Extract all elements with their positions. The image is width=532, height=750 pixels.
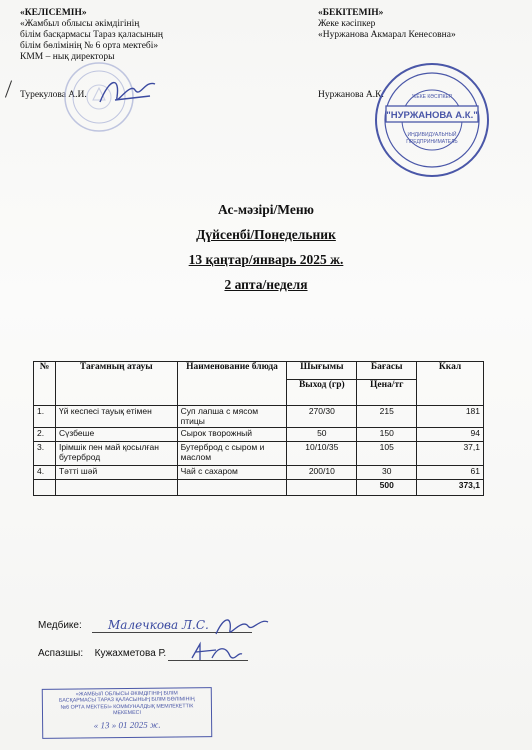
approval-left-block: [20, 8, 220, 63]
total-kcal: 373,1: [417, 480, 484, 496]
approval-left-line2: білім басқармасы Тараз қаласының: [20, 30, 163, 40]
cell-output: 50: [287, 428, 357, 442]
school-rectangular-stamp: [42, 687, 213, 739]
table-row: [34, 406, 484, 428]
col-header-kcal: Ккал: [417, 362, 484, 406]
approval-left-title: «КЕЛІСЕМІН»: [20, 8, 87, 18]
col-header-output-kz: Шығымы: [287, 362, 357, 380]
cell-output: 270/30: [287, 406, 357, 428]
approval-left-line3: білім бөлімінің № 6 орта мектебі»: [20, 41, 159, 51]
cell-kcal: 94: [417, 428, 484, 442]
rect-stamp-line2: БАСҚАРМАСЫ ТАРАЗ ҚАЛАСЫНЫҢ БІЛІМ БӨЛІМІНІҢ: [58, 696, 195, 705]
menu-title-block: [0, 197, 532, 297]
svg-text:ЖЕКЕ КӘСІПКЕР: ЖЕКЕ КӘСІПКЕР: [411, 94, 453, 100]
col-header-name-kz: Тағамның атауы: [55, 362, 177, 406]
cell-price: 215: [357, 406, 417, 428]
approval-left-line1: «Жамбыл облысы әкімдігінің: [20, 19, 140, 29]
table-row: [34, 442, 484, 466]
nurse-handwriting: Малечкова Л.С.: [108, 618, 209, 632]
cell-kcal: 181: [417, 406, 484, 428]
cell-no: 4.: [34, 466, 56, 480]
cook-block: [38, 648, 166, 659]
cell-kcal: 37,1: [417, 442, 484, 466]
approval-right-title: «БЕКІТЕМІН»: [318, 8, 384, 18]
cell-name-kz: Үй кеспесі тауық етімен: [55, 406, 177, 428]
cell-no: 1.: [34, 406, 56, 428]
rect-stamp-line3: №6 ОРТА МЕКТЕБІ» КОММУНАЛДЫҚ МЕМЛЕКЕТТІК: [60, 702, 194, 711]
col-header-no: №: [34, 362, 56, 406]
col-header-price-ru: Цена/тг: [357, 380, 417, 406]
rect-stamp-line1: «ЖАМБЫЛ ОБЛЫСЫ ӘКІМДІГІНІҢ БІЛІМ: [75, 690, 178, 698]
nurse-label: Медбике:: [38, 620, 82, 631]
table-total-row: [34, 480, 484, 496]
col-header-price-kz: Бағасы: [357, 362, 417, 380]
cell-name-kz: Ірімшік пен май қосылған бутерброд: [55, 442, 177, 466]
col-header-name-ru: Наименование блюда: [177, 362, 287, 406]
rect-stamp-line4: МЕКЕМЕСІ: [113, 709, 141, 717]
cook-signature: [186, 640, 246, 666]
director-signature: [95, 72, 165, 112]
cell-output: 10/10/35: [287, 442, 357, 466]
cell-output: 200/10: [287, 466, 357, 480]
table-row: [34, 428, 484, 442]
approval-left-signer-name: Турекулова А.И.: [20, 90, 87, 100]
cell-price: 30: [357, 466, 417, 480]
svg-text:ПРЕДПРИНИМАТЕЛЬ: ПРЕДПРИНИМАТЕЛЬ: [406, 139, 458, 145]
approval-right-signer-name: Нуржанова А.К.: [318, 90, 384, 100]
cell-no: 2.: [34, 428, 56, 442]
entrepreneur-round-stamp: [372, 60, 492, 180]
col-header-output-ru: Выход (гр): [287, 380, 357, 406]
menu-week: 2 апта/неделя: [224, 277, 308, 292]
menu-date: 13 қаңтар/январь 2025 ж.: [188, 252, 344, 267]
table-row: [34, 466, 484, 480]
cell-name-kz: Сүзбеше: [55, 428, 177, 442]
cell-name-ru: Сырок творожный: [177, 428, 287, 442]
cell-no: 3.: [34, 442, 56, 466]
approval-right-block: [318, 8, 518, 41]
nurse-signature: [212, 612, 272, 640]
total-price: 500: [357, 480, 417, 496]
rect-stamp-date: « 13 » 01 2025 ж.: [93, 719, 161, 731]
cell-name-ru: Бутерброд с сыром и маслом: [177, 442, 287, 466]
cell-name-ru: Суп лапша с мясом птицы: [177, 406, 287, 428]
cell-kcal: 61: [417, 466, 484, 480]
menu-title: Ас-мәзірі/Меню: [218, 202, 314, 217]
svg-text:ИНДИВИДУАЛЬНЫЙ: ИНДИВИДУАЛЬНЫЙ: [407, 132, 457, 138]
cook-name: Кужахметова Р.: [94, 648, 167, 659]
approval-left-line4: КММ – нық директоры: [20, 52, 115, 62]
cell-name-kz: Тәтті шәй: [55, 466, 177, 480]
approval-right-line2: «Нуржанова Акмарал Кенесовна»: [318, 30, 456, 40]
margin-tick-mark: [5, 80, 12, 97]
approval-right-line1: Жеке кәсіпкер: [318, 19, 376, 29]
cell-price: 150: [357, 428, 417, 442]
round-stamp-center-text: "НУРЖАНОВА А.К.": [386, 110, 478, 121]
menu-table: [33, 361, 484, 496]
cell-name-ru: Чай с сахаром: [177, 466, 287, 480]
cook-label: Аспазшы:: [38, 648, 84, 659]
cell-price: 105: [357, 442, 417, 466]
menu-day: Дүйсенбі/Понедельник: [196, 227, 336, 242]
table-header-row: [34, 362, 484, 380]
